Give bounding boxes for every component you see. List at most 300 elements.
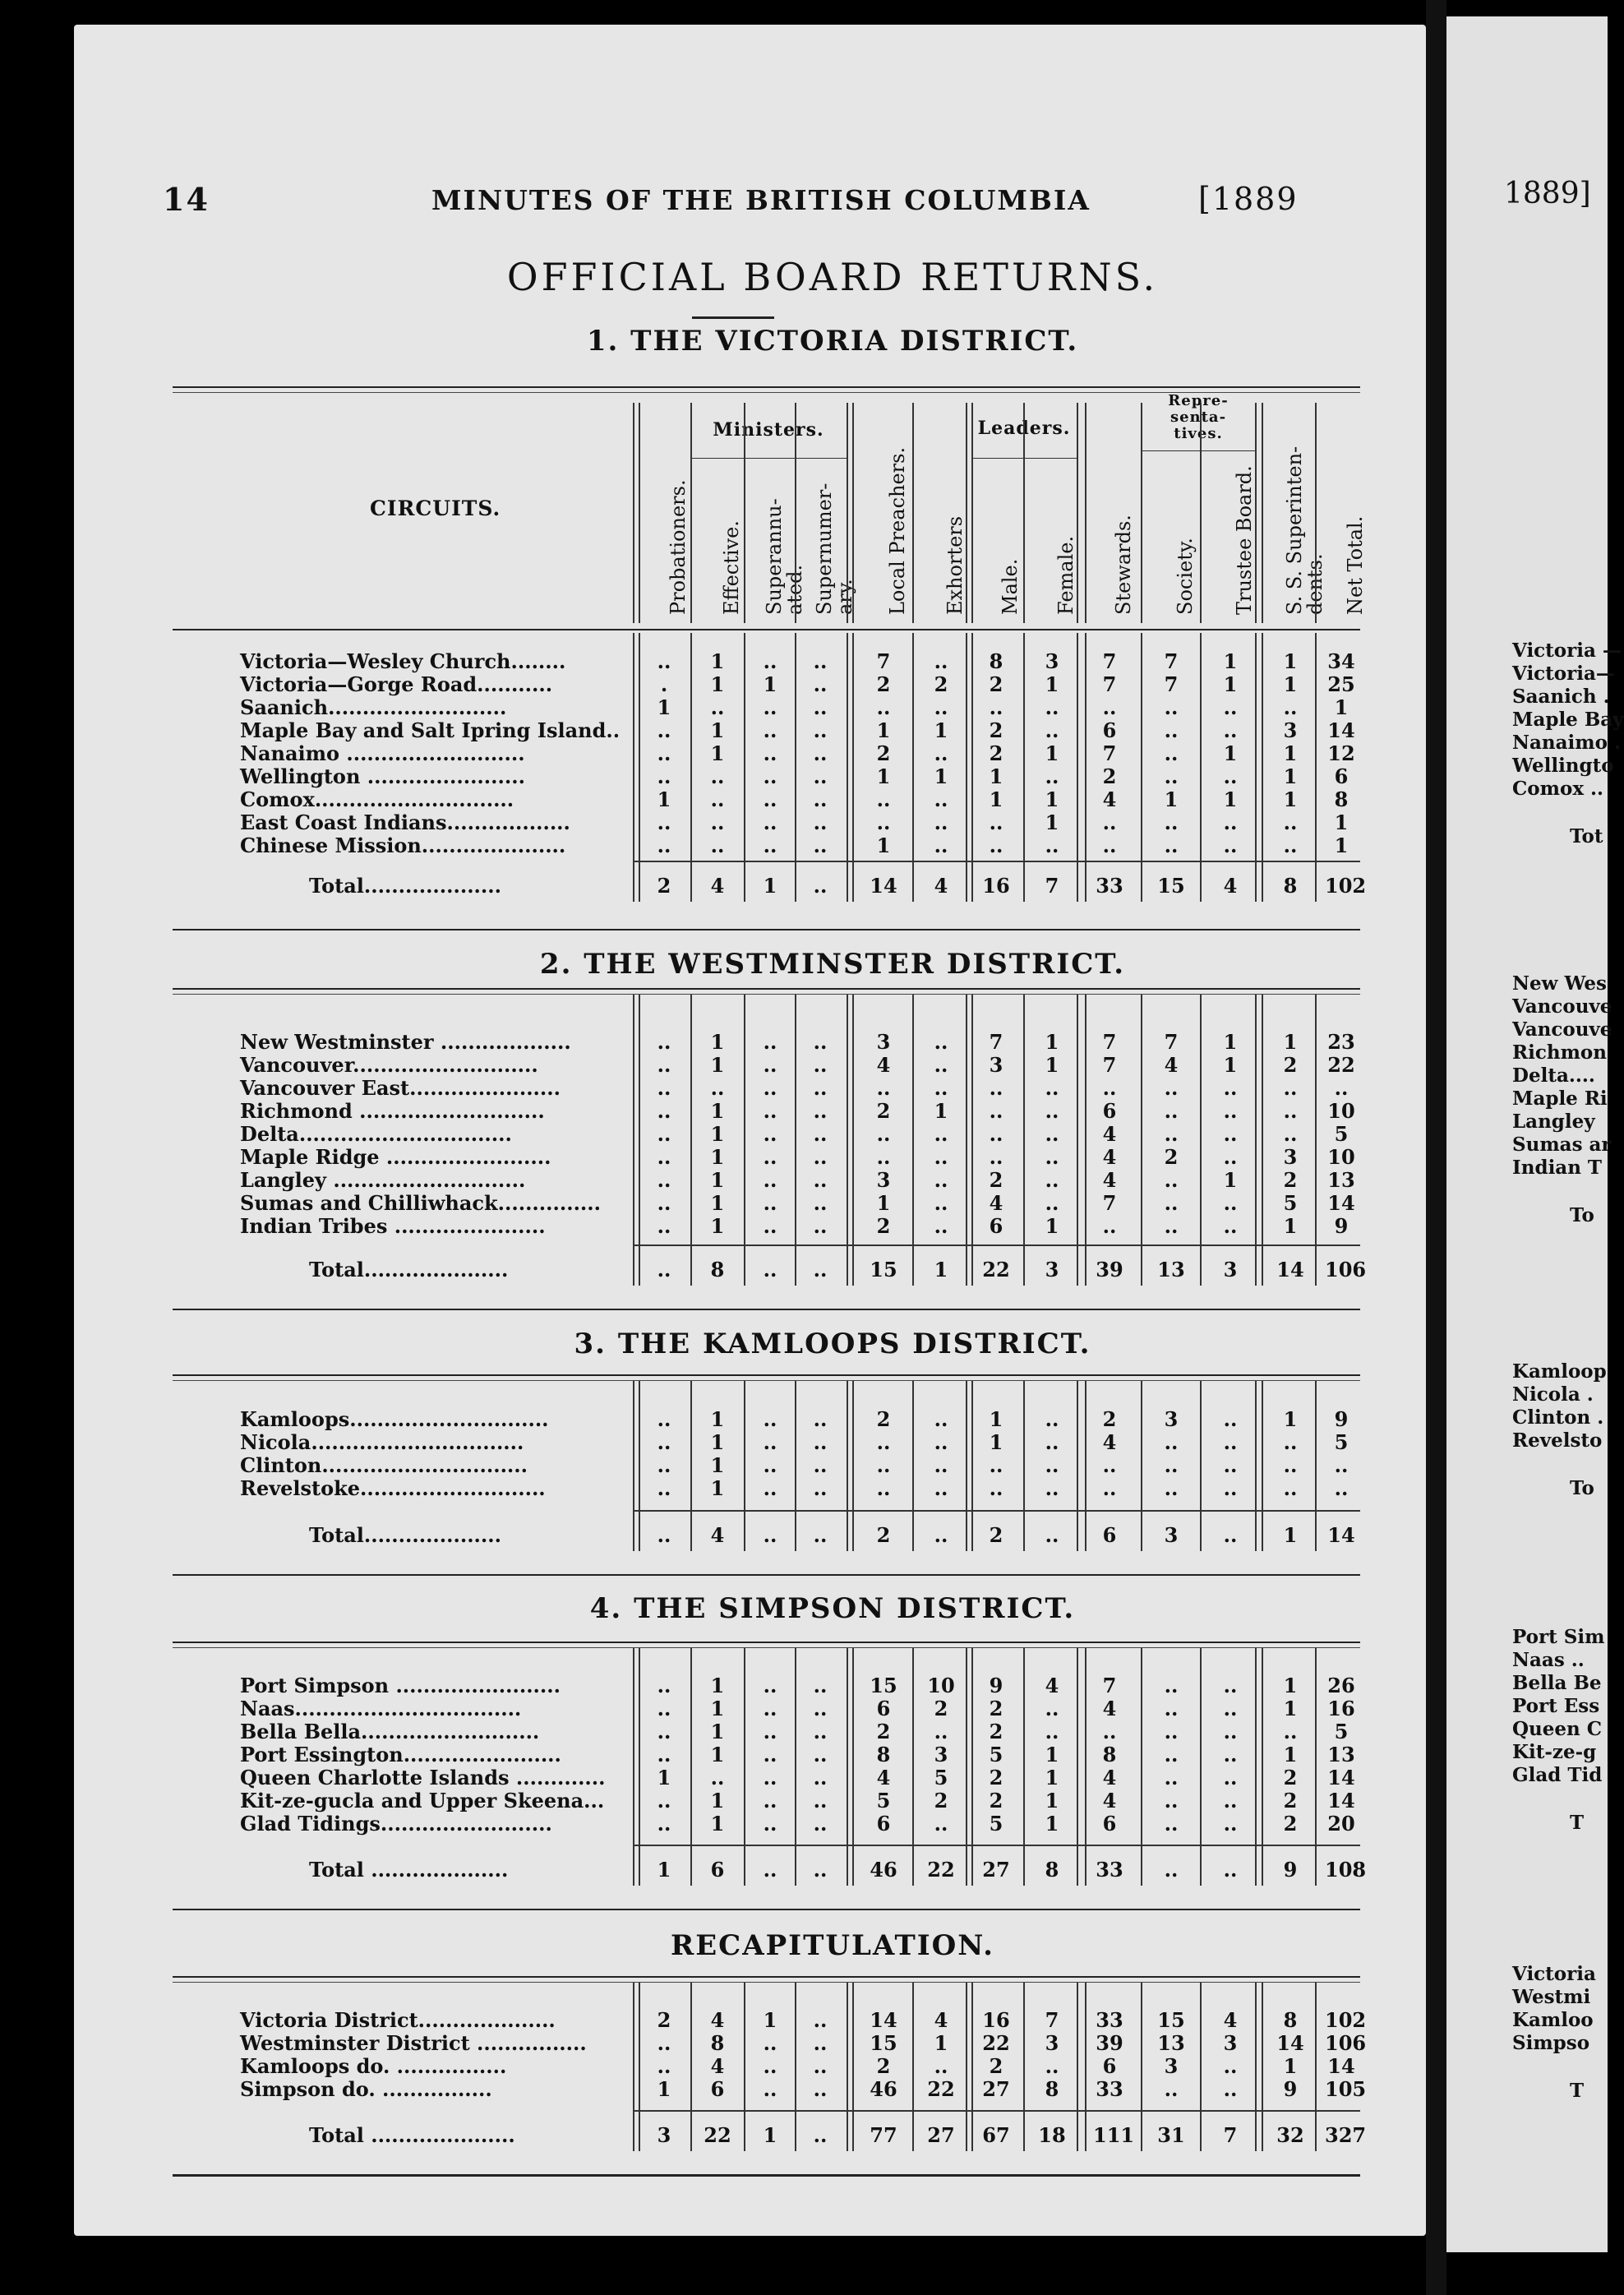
total-cell: 3 [1045, 1258, 1059, 1281]
table-cell: 1 [1283, 1674, 1298, 1697]
column-rule [795, 403, 796, 623]
table-cell: 1 [934, 718, 948, 742]
total-cell: .. [813, 1523, 828, 1547]
table-cell: .. [1223, 1191, 1238, 1215]
total-cell: 8 [710, 1258, 725, 1281]
table-cell: .. [1164, 1168, 1179, 1192]
table-cell: .. [934, 787, 948, 811]
table-cell: 9 [989, 1674, 1003, 1697]
table-cell: 1 [1283, 1697, 1298, 1720]
table-cell: .. [813, 1453, 828, 1477]
table-cell: .. [989, 833, 1003, 857]
circuit-name: Port Essington....................... [240, 1743, 561, 1766]
right-page-fragment: T [1570, 1812, 1585, 1834]
table-cell: .. [657, 1453, 671, 1477]
table-cell: 2 [989, 718, 1003, 742]
total-cell: .. [813, 1858, 828, 1882]
table-cell: 8 [1045, 2077, 1059, 2101]
table-cell: .. [934, 1145, 948, 1169]
total-cell: 14 [870, 874, 897, 898]
total-cell: .. [657, 1258, 671, 1281]
table-row [240, 1430, 1358, 1453]
table-cell: .. [1102, 833, 1117, 857]
table-cell: 4 [1102, 1168, 1117, 1192]
table-cell: .. [657, 1789, 671, 1812]
table-cell: .. [710, 833, 725, 857]
table-cell: 3 [876, 1168, 891, 1192]
column-heading: Superannu- ated. [762, 498, 806, 615]
table-cell: .. [934, 833, 948, 857]
table-cell: .. [813, 1789, 828, 1812]
table-cell: 1 [1283, 1743, 1298, 1766]
table-cell: .. [934, 1214, 948, 1238]
table-cell: 1 [763, 672, 777, 696]
table-cell: .. [1223, 1766, 1238, 1789]
table-cell: .. [1045, 833, 1059, 857]
table-cell: .. [1164, 1674, 1179, 1697]
table-cell: .. [657, 1812, 671, 1836]
table-row [240, 1145, 1358, 1168]
total-cell: .. [1164, 1858, 1179, 1882]
circuit-name: Simpson do. ................ [240, 2077, 492, 2101]
table-cell: .. [657, 1030, 671, 1054]
right-running-year: 1889] [1504, 177, 1591, 210]
table-cell: .. [1283, 1076, 1298, 1100]
table-cell: .. [813, 1407, 828, 1431]
table-cell: .. [763, 695, 777, 719]
table-cell: .. [657, 2031, 671, 2055]
table-row [240, 2031, 1367, 2055]
table-cell: 4 [876, 1766, 891, 1789]
table-cell: .. [1102, 1720, 1117, 1743]
table-cell: 34 [1327, 649, 1355, 673]
table-cell: 1 [1164, 787, 1179, 811]
circuit-name: Victoria District.................... [240, 2008, 556, 2032]
table-cell: .. [1223, 1214, 1238, 1238]
circuit-name: Glad Tidings......................... [240, 1812, 552, 1836]
right-page-fragment: Westmi [1512, 1986, 1591, 2008]
total-cell: 1 [657, 1858, 671, 1882]
table-cell: 1 [710, 1812, 725, 1836]
total-cell: 14 [1327, 1523, 1355, 1547]
table-cell: 13 [1157, 2031, 1185, 2055]
total-cell: 33 [1096, 1858, 1123, 1882]
right-page-fragment: Comox .. [1512, 778, 1604, 800]
table-cell: 2 [989, 672, 1003, 696]
table-cell: 4 [1223, 2008, 1238, 2032]
total-cell: .. [1223, 1858, 1238, 1882]
table-cell: .. [763, 764, 777, 788]
table-cell: .. [657, 1099, 671, 1123]
table-cell: .. [813, 2008, 828, 2032]
column-heading: S. S. Superinten- dents. [1282, 446, 1326, 615]
table-cell: 5 [1334, 1122, 1349, 1146]
table-cell: .. [1223, 1122, 1238, 1146]
table-cell: .. [813, 2031, 828, 2055]
column-rule [744, 403, 745, 623]
district-end-rule [173, 1574, 1360, 1576]
circuit-name: Saanich.......................... [240, 695, 507, 719]
column-rule [847, 403, 848, 623]
table-cell: .. [657, 1743, 671, 1766]
table-cell: .. [657, 1214, 671, 1238]
table-cell: .. [763, 1030, 777, 1054]
table-row [240, 2077, 1367, 2101]
district-title: 3. THE KAMLOOPS DISTRICT. [574, 1328, 1091, 1360]
table-cell: .. [763, 741, 777, 765]
right-page-fragment: Kamloo [1512, 2009, 1594, 2031]
table-cell: .. [1045, 1122, 1059, 1146]
district-top-rule [173, 1642, 1360, 1648]
table-cell: .. [813, 1674, 828, 1697]
total-label: Total.................... [309, 874, 501, 898]
total-cell: 33 [1096, 874, 1123, 898]
table-cell: .. [657, 1720, 671, 1743]
table-cell: .. [710, 1766, 725, 1789]
table-cell: .. [813, 1430, 828, 1454]
table-cell: .. [934, 695, 948, 719]
table-cell: .. [934, 1430, 948, 1454]
table-cell: .. [1164, 718, 1179, 742]
table-cell: .. [763, 1168, 777, 1192]
table-cell: .. [657, 1053, 671, 1077]
right-page-fragment: To [1570, 1477, 1594, 1499]
table-cell: 7 [1045, 2008, 1059, 2032]
table-cell: 2 [1283, 1168, 1298, 1192]
table-cell: 1 [710, 672, 725, 696]
table-row [240, 1191, 1358, 1214]
table-cell: .. [1223, 1430, 1238, 1454]
total-cell: 32 [1276, 2123, 1304, 2147]
table-row [240, 1214, 1358, 1237]
table-cell: 7 [1102, 649, 1117, 673]
right-page-fragment: Langley [1512, 1111, 1595, 1133]
circuit-name: Wellington ....................... [240, 764, 525, 788]
table-row [240, 741, 1358, 764]
right-page-fragment: Revelsto [1512, 1429, 1603, 1452]
table-cell: .. [934, 1453, 948, 1477]
circuit-name: Bella Bella.......................... [240, 1720, 540, 1743]
table-cell: .. [934, 1191, 948, 1215]
table-cell: .. [1223, 1720, 1238, 1743]
table-cell: 7 [876, 649, 891, 673]
table-cell: .. [934, 810, 948, 834]
table-cell: .. [813, 1030, 828, 1054]
total-cell: 111 [1093, 2123, 1135, 2147]
table-row [240, 1812, 1358, 1835]
table-cell: 6 [989, 1214, 1003, 1238]
table-cell: .. [1164, 1766, 1179, 1789]
table-cell: 102 [1325, 2008, 1367, 2032]
table-cell: 15 [1157, 2008, 1185, 2032]
table-cell: .. [763, 1453, 777, 1477]
table-cell: .. [1283, 810, 1298, 834]
total-cell: 2 [657, 874, 671, 898]
table-cell: .. [657, 764, 671, 788]
table-cell: 2 [934, 1697, 948, 1720]
table-cell: 1 [710, 1030, 725, 1054]
column-rule [1255, 403, 1257, 623]
table-cell: .. [710, 695, 725, 719]
table-cell: 1 [1283, 672, 1298, 696]
right-page-fragment: Bella Be [1512, 1672, 1602, 1694]
total-cell: 15 [870, 1258, 897, 1281]
table-cell: .. [989, 1453, 1003, 1477]
total-cell: 22 [704, 2123, 731, 2147]
table-cell: 1 [657, 787, 671, 811]
table-cell: 1 [1045, 1812, 1059, 1836]
table-cell: .. [934, 1812, 948, 1836]
table-cell: .. [763, 1766, 777, 1789]
circuit-name: Victoria—Wesley Church........ [240, 649, 566, 673]
table-cell: .. [813, 787, 828, 811]
table-cell: .. [657, 649, 671, 673]
table-cell: 16 [1327, 1697, 1355, 1720]
table-cell: .. [876, 1145, 891, 1169]
table-cell: .. [1283, 1476, 1298, 1500]
column-rule [971, 403, 973, 623]
table-cell: 8 [1102, 1743, 1117, 1766]
table-cell: .. [1223, 1407, 1238, 1431]
circuit-name: Victoria—Gorge Road........... [240, 672, 553, 696]
table-cell: 2 [876, 1099, 891, 1123]
total-cell: 15 [1157, 874, 1185, 898]
table-cell: .. [1045, 1476, 1059, 1500]
table-cell: .. [1283, 1099, 1298, 1123]
table-cell: 9 [1334, 1214, 1349, 1238]
table-row [240, 1476, 1358, 1499]
table-cell: 1 [710, 1674, 725, 1697]
table-cell: 8 [1334, 787, 1349, 811]
table-cell: 7 [1164, 672, 1179, 696]
total-label: Total.................... [309, 1523, 501, 1547]
table-row [240, 672, 1358, 695]
table-cell: 7 [1164, 1030, 1179, 1054]
table-cell: .. [657, 1168, 671, 1192]
column-heading: Net Total. [1344, 515, 1368, 615]
table-cell: .. [763, 2077, 777, 2101]
table-cell: 1 [1223, 649, 1238, 673]
total-cell: .. [1223, 1523, 1238, 1547]
table-cell: 1 [1045, 1053, 1059, 1077]
table-cell: .. [763, 1214, 777, 1238]
circuit-name: Kamloops............................. [240, 1407, 549, 1431]
table-cell: 3 [934, 1743, 948, 1766]
table-cell: .. [1164, 1743, 1179, 1766]
table-cell: .. [876, 787, 891, 811]
right-page-fragment: Tot [1570, 825, 1603, 847]
right-page-fragment: Naas .. [1512, 1649, 1585, 1671]
table-cell: 1 [710, 1145, 725, 1169]
table-cell: .. [1223, 1812, 1238, 1836]
total-cell: 9 [1283, 1858, 1298, 1882]
table-cell: .. [1164, 810, 1179, 834]
table-cell: .. [1102, 1453, 1117, 1477]
district-top-rule [173, 988, 1360, 995]
table-cell: 1 [710, 718, 725, 742]
table-cell: 7 [1102, 1191, 1117, 1215]
table-cell: 1 [1283, 2054, 1298, 2078]
circuit-name: Vancouver East...................... [240, 1076, 561, 1100]
table-cell: 4 [1164, 1053, 1179, 1077]
table-cell: 14 [1327, 2054, 1355, 2078]
column-rule [1200, 403, 1202, 623]
table-cell: 2 [876, 1214, 891, 1238]
right-page-fragment: Nicola . [1512, 1383, 1594, 1406]
table-cell: .. [1045, 1076, 1059, 1100]
circuit-name: Nanaimo .......................... [240, 741, 525, 765]
table-cell: 13 [1327, 1743, 1355, 1766]
table-cell: 1 [657, 695, 671, 719]
table-cell: .. [1045, 1407, 1059, 1431]
total-cell: 1 [934, 1258, 948, 1281]
circuit-name: Maple Ridge ........................ [240, 1145, 551, 1169]
table-cell: 3 [1164, 1407, 1179, 1431]
table-cell: 22 [927, 2077, 955, 2101]
table-cell: 1 [989, 1407, 1003, 1431]
table-cell: 4 [1102, 1766, 1117, 1789]
total-cell: 327 [1325, 2123, 1367, 2147]
table-cell: .. [813, 1053, 828, 1077]
right-page-fragment: New Wes [1512, 972, 1607, 995]
table-cell: .. [1223, 764, 1238, 788]
table-cell: .. [1102, 1476, 1117, 1500]
table-cell: .. [1045, 2054, 1059, 2078]
table-cell: 12 [1327, 741, 1355, 765]
table-cell: 22 [1327, 1053, 1355, 1077]
table-cell: .. [813, 1099, 828, 1123]
column-heading: Supernumer- ary. [812, 483, 856, 615]
table-cell: .. [1223, 718, 1238, 742]
table-cell: 7 [1102, 1674, 1117, 1697]
table-cell: 2 [989, 1697, 1003, 1720]
table-cell: .. [657, 1122, 671, 1146]
table-cell: 1 [1045, 1743, 1059, 1766]
right-page-fragment: Saanich . [1512, 686, 1610, 708]
table-cell: 3 [876, 1030, 891, 1054]
table-cell: 1 [710, 1214, 725, 1238]
right-page-fragment: Clinton . [1512, 1406, 1604, 1429]
table-cell: 14 [1327, 1191, 1355, 1215]
table-cell: 6 [1102, 1099, 1117, 1123]
table-cell: 2 [989, 741, 1003, 765]
total-cell: .. [1045, 1523, 1059, 1547]
table-cell: 6 [876, 1697, 891, 1720]
table-cell: .. [813, 1076, 828, 1100]
right-page-fragment: To [1570, 1204, 1594, 1226]
table-cell: .. [763, 2031, 777, 2055]
table-cell: 2 [1283, 1789, 1298, 1812]
table-cell: 1 [1334, 833, 1349, 857]
table-cell: 1 [710, 1430, 725, 1454]
total-cell: 27 [982, 1858, 1010, 1882]
table-cell: .. [1164, 833, 1179, 857]
table-cell: 1 [1045, 741, 1059, 765]
table-cell: 1 [934, 764, 948, 788]
table-cell: 1 [710, 649, 725, 673]
table-cell: 1 [1283, 787, 1298, 811]
table-cell: 4 [934, 2008, 948, 2032]
column-heading: Probationers. [667, 479, 690, 615]
total-cell: .. [813, 1258, 828, 1281]
table-cell: .. [934, 741, 948, 765]
column-rule [852, 403, 854, 623]
table-cell: 1 [934, 1099, 948, 1123]
circuit-name: Richmond ........................... [240, 1099, 545, 1123]
total-cell: 7 [1223, 2123, 1238, 2147]
table-row [240, 2054, 1358, 2077]
table-cell: .. [813, 718, 828, 742]
table-cell: .. [813, 764, 828, 788]
table-cell: .. [1164, 1214, 1179, 1238]
table-cell: 4 [989, 1191, 1003, 1215]
total-rule [633, 1510, 1360, 1512]
total-row [240, 1523, 1358, 1546]
table-cell: .. [657, 741, 671, 765]
table-cell: 13 [1327, 1168, 1355, 1192]
circuit-name: Delta............................... [240, 1122, 512, 1146]
table-cell: .. [1164, 1453, 1179, 1477]
table-cell: 1 [1045, 787, 1059, 811]
total-cell: 2 [989, 1523, 1003, 1547]
table-cell: .. [1102, 1076, 1117, 1100]
table-cell: .. [813, 1812, 828, 1836]
running-header [0, 181, 1608, 222]
right-page-fragment: Victoria— [1512, 663, 1615, 685]
table-row [240, 787, 1358, 810]
table-cell: .. [763, 1145, 777, 1169]
total-cell: .. [763, 1523, 777, 1547]
right-page-fragment: Maple Ri [1512, 1087, 1608, 1110]
table-cell: 8 [710, 2031, 725, 2055]
table-cell: .. [934, 1030, 948, 1054]
district-end-rule [173, 1309, 1360, 1310]
table-cell: 2 [1164, 1145, 1179, 1169]
table-cell: 1 [657, 1766, 671, 1789]
table-cell: 2 [989, 1168, 1003, 1192]
table-cell: .. [1223, 1697, 1238, 1720]
table-cell: 1 [1045, 810, 1059, 834]
right-page-fragment: Indian T [1512, 1157, 1603, 1179]
table-cell: .. [989, 810, 1003, 834]
right-page-fragment: Victoria — [1512, 640, 1622, 662]
table-cell: . [660, 672, 668, 696]
total-cell: 1 [1283, 1523, 1298, 1547]
circuit-name: Nicola............................... [240, 1430, 524, 1454]
table-cell: 26 [1327, 1674, 1355, 1697]
table-cell: 1 [710, 1168, 725, 1192]
table-cell: 1 [710, 1122, 725, 1146]
table-cell: .. [989, 1076, 1003, 1100]
table-cell: .. [813, 810, 828, 834]
column-rule [1077, 403, 1078, 623]
circuit-name: New Westminster ................... [240, 1030, 571, 1054]
table-row [240, 833, 1358, 857]
table-cell: .. [813, 1168, 828, 1192]
circuit-name: Port Simpson ........................ [240, 1674, 561, 1697]
total-cell: 7 [1045, 874, 1059, 898]
table-cell: 6 [1102, 2054, 1117, 2078]
table-row [240, 1407, 1358, 1430]
table-cell: .. [876, 1122, 891, 1146]
table-cell: .. [1223, 1076, 1238, 1100]
column-heading: Effective. [720, 520, 744, 615]
table-cell: 1 [710, 741, 725, 765]
table-cell: 10 [927, 1674, 955, 1697]
table-row [240, 764, 1358, 787]
table-cell: .. [1334, 1453, 1349, 1477]
total-row [240, 1258, 1367, 1281]
